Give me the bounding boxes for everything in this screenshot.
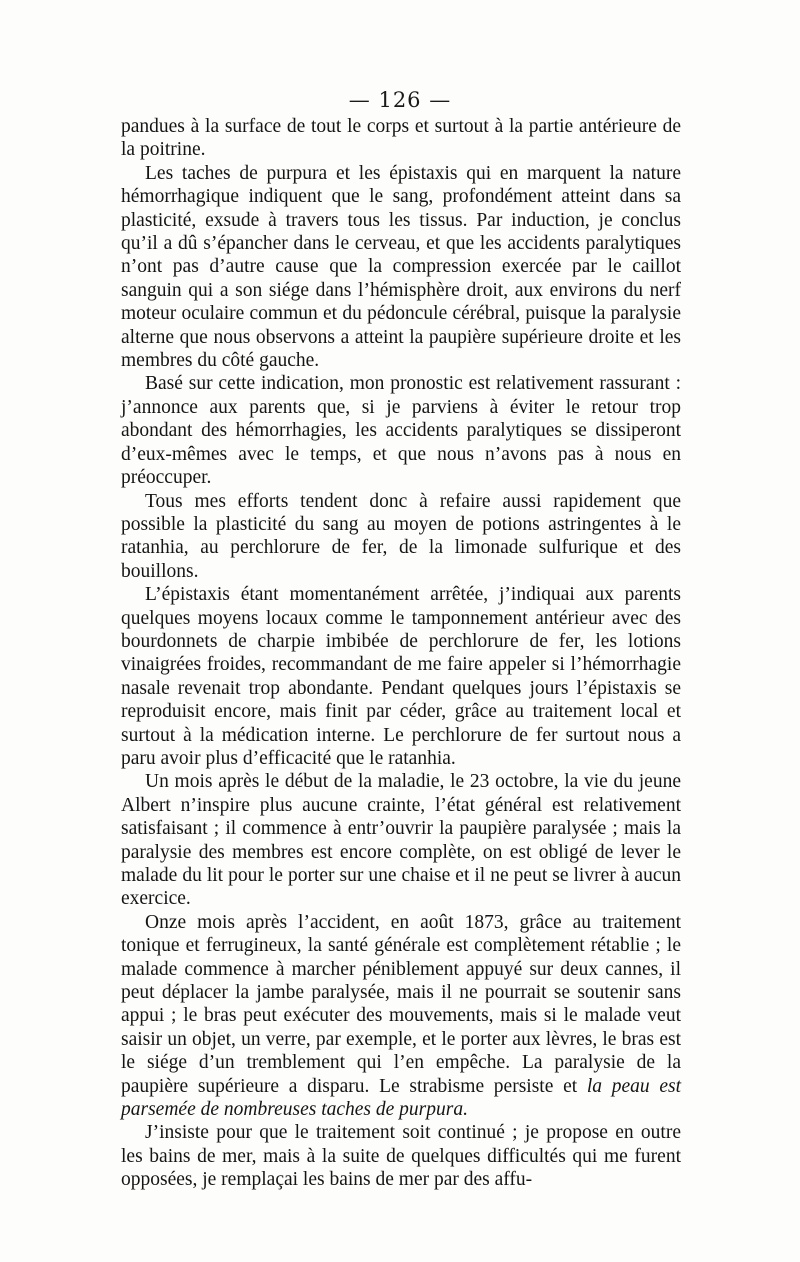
body-text [121,115,681,1192]
paragraph-epistaxis: L’épistaxis étant momentanément arrêtée, j’indiquai aux parents quelques moyens locaux comme le tamponnement antérieur avec des bourdonnets de charpie imbibée de perchlorure de fer, les lotions vinaigrées froides, recommandant de me faire appeler si l’hémorrhagie nasale revenait trop abondante. Pendant quelques jours l’épistaxis se reproduisit encore, mais finit par céder, grâce au traitement local et surtout à la médication interne. Le perchlorure de fer surtout nous a paru avoir plus d’efficacité que le ratanhia. [121,584,681,769]
paragraph-treatment: Tous mes efforts tendent donc à refaire aussi rapidement que possible la plasticité du sang au moyen de potions astringentes à le ratanhia, au perchlorure de fer, de la limonade sulfurique et des bouillons. [121,490,681,582]
paragraph-eleven-months-text: Onze mois après l’accident, en août 1873, grâce au traitement tonique et ferrugineux, la santé générale est complètement rétablie ; le malade commence à marcher péniblement appuyé sur deux cannes, il peut déplacer la jambe paralysée, mais il ne pourrait se soutenir sans appui ; le bras peut exécuter des mouvements, mais si le malade veut saisir un objet, un verre, par exemple, et le porter aux lèvres, le bras est le siége d’un tremblement qui l’en empêche. La paralysie de la paupière supérieure a disparu. Le strabisme persiste et [121,911,681,1097]
paragraph-one-month: Un mois après le début de la maladie, le 23 octobre, la vie du jeune Albert n’inspire plus aucune crainte, l’état général est relativement satisfaisant ; il commence à entr’ouvrir la paupière paralysée ; mais la paralysie des membres est encore complète, on est obligé de lever le malade du lit pour le porter sur une chaise et il ne peut se livrer à aucun exercice. [121,771,681,910]
paragraph-bains-de-mer: J’insiste pour que le traitement soit continué ; je propose en outre les bains de mer, mais à la suite de quelques difficultés qui me furent opposées, je remplaçai les bains de mer par des affu- [121,1122,681,1191]
paragraph-continuation: pandues à la surface de tout le corps et surtout à la partie antérieure de la poitrine. [121,116,681,161]
paragraph-eleven-months [121,911,681,1122]
paragraph-prognosis: Basé sur cette indication, mon pronostic est relativement rassurant : j’annonce aux parents que, si je parviens à éviter le retour trop abondant des hémorrhagies, les accidents paralytiques se dissiperont d’eux-mêmes avec le temps, et que nous n’avons pas à nous en préoccuper. [121,373,681,489]
page-number: — 126 — [348,88,452,112]
italic-purpura-note: la peau est parsemée de nombreuses taches de purpura. [121,1075,682,1121]
paragraph-purpura-diagnosis: Les taches de purpura et les épistaxis qui en marquent la nature hémorrhagique indiquent que le sang, profondément atteint dans sa plasticité, exsude à travers tous les tissus. Par induction, je conclus qu’il a dû s’épancher dans le cerveau, et que les accidents paralytiques n’ont pas d’autre cause que la compression exercée par le caillot sanguin qui a son siége dans l’hémisphère droit, aux environs du nerf moteur oculaire commun et du pédoncule cérébral, puisque la paralysie alterne que nous observons a atteint la paupière supérieure droite et les membres du côté gauche. [121,162,681,372]
